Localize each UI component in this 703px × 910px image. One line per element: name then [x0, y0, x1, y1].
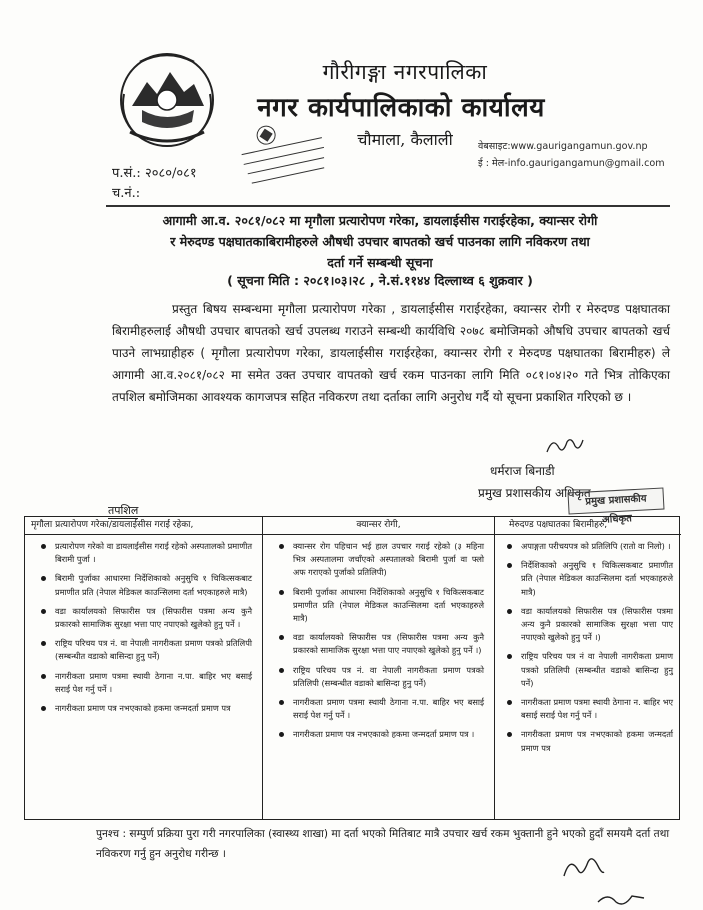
ref-number-value: २०८०/०८१	[144, 166, 197, 181]
list-item: वडा कार्यालयको सिफारीस पत्र (सिफारीस पत्रमा अन्य कुनै प्रकारको सामाजिक सुरक्षा भत्ता पाए नपाएको खुलेको हुनु पर्ने ।	[55, 605, 252, 631]
cancer-patients-column	[263, 517, 495, 819]
list-item: बिरामी पुर्जाका आधारमा निर्देशिकाको अनुसुचि १ चिकित्सकबाट प्रमाणीत प्रति (नेपाल मेडिकल काउन्सिलमा दर्ता भएकाहरुले मात्रै)	[55, 572, 252, 598]
title-line-1: आगामी आ.व. २०८१/०८२ मा मृगौला प्रत्यारोपण गरेका, डायलाईसीस गराईरहेका, क्यान्सर रोगी	[162, 213, 598, 228]
signer-designation: प्रमुख प्रशासकीय अधिकृत	[478, 486, 591, 500]
list-item: नागरीकता प्रमाण पत्रमा स्थायी ठेगाना न. बाहिर भए बसाई सराई पेश गर्नु पर्ने ।	[521, 696, 673, 722]
requirements-table	[24, 516, 680, 820]
signature-icon	[596, 890, 646, 908]
list-item: निर्देशिकाको अनुसुचि १ चिकित्सकबाट प्रमाणीत प्रति (नेपाल मेडिकल काउन्सिलमा दर्ता भएकाहरुले मात्रै)	[521, 559, 673, 599]
list-item: नागरीकता प्रमाण पत्रमा स्थायी ठेगाना न.पा. बाहिर भए बसाई सराई पेश गर्नु पर्ने ।	[293, 696, 484, 722]
details-caption: तपशिल	[108, 504, 139, 517]
requirements-list	[495, 535, 681, 755]
list-item: क्यान्सर रोग पहिचान भई हाल उपचार गराई रहेको (३ महिना भित्र अस्पतालमा जचाँएको अस्पतालको बिरामी पुर्जा वा फ्लो अफ गराएको पुर्जाको प्रतिलिपी)	[293, 540, 484, 580]
header-divider	[106, 205, 670, 207]
list-item: वडा कार्यालयको सिफारीस पत्र (सिफारीस पत्रमा अन्य कुनै प्रकारको सामाजिक सुरक्षा भत्ता पाए नपाएको खुलेको हुनु पर्ने ।)	[293, 631, 484, 657]
nepal-emblem-icon	[112, 44, 222, 156]
signature-icon	[560, 852, 606, 882]
list-item: नागरीकता प्रमाण पत्र नभएकाको हकमा जन्मदर्ता प्रमाण पत्र ।	[293, 728, 484, 741]
office-name: नगर कार्यपालिकाको कार्यालय	[257, 93, 545, 123]
dispatch-number-row	[112, 184, 252, 204]
list-item: नागरीकता प्रमाण पत्र नभएकाको हकमा जन्मदर्ता प्रमाण पत्र	[521, 728, 673, 754]
list-item: नागरीकता प्रमाण पत्र नभएकाको हकमा जन्मदर्ता प्रमाण पत्र	[55, 702, 252, 715]
list-item: राष्ट्रिय परिचय पत्र नं वा नेपाली नागरीकता प्रमाण पत्रको प्रतिलिपी (सम्बन्धीत वडाको बासिन्दा हुनु पर्ने)	[521, 650, 673, 690]
list-item: नागरीकता प्रमाण पत्रमा स्थायी ठेगाना न.पा. बाहिर भए बसाई सराई पेश गर्नु पर्ने ।	[55, 670, 252, 696]
title-line-2: र मेरुदण्ड पक्षघातकाबिरामीहरुले औषधी उपचार बापतको खर्च पाउनका लागि नविकरण तथा	[170, 234, 590, 249]
spinal-injury-column	[495, 517, 681, 819]
signer-name: धर्मराज बिनाडी	[490, 464, 555, 478]
email-text: ई : मेल-info.gaurigangamun@gmail.com	[478, 158, 665, 169]
org-name: गौरीगङ्गा नगरपालिका	[322, 60, 488, 84]
dispatch-number-label: च.नं.:	[112, 186, 141, 201]
ref-number-label: प.सं.:	[112, 166, 141, 181]
ref-number-row	[112, 164, 252, 184]
notice-date: ( सूचना मिति : २०८१।०३।२८ , ने.सं.११४४ दिल्लाथ्व ६ शुक्रवार )	[227, 273, 533, 288]
requirements-list	[25, 535, 262, 715]
list-item: वडा कार्यालयको सिफारीस पत्र (सिफारीस पत्रमा अन्य कुनै प्रकारको सामाजिक सुरक्षा भत्ता पाए नपाएको खुलेको हुनु पर्ने ।)	[521, 605, 673, 645]
kidney-patients-column	[25, 517, 263, 819]
notice-title	[100, 210, 660, 273]
reference-block	[112, 164, 252, 204]
column-header: क्यान्सर रोगी,	[263, 517, 494, 535]
title-line-3: दर्ता गर्ने सम्बन्धी सूचना	[327, 255, 433, 270]
list-item: प्रत्यारोपण गरेको वा डायलाईसीस गराई रहेको अस्पतालको प्रमाणीत बिरामी पुर्जा ।	[55, 540, 252, 566]
website-text: वेबसाइट:www.gaurigangamun.gov.np	[478, 141, 648, 152]
postscript-note: पुनश्च : सम्पुर्ण प्रक्रिया पुरा गरी नगरपालिका (स्वास्थ्य शाखा) मा दर्ता भएको मितिबाट मात्रै उपचार खर्च रकम भुक्तानी हुने भएको हुदाँ समयमै दर्ता तथा नविकरण गर्नु हुन अनुरोध गरीन्छ ।	[96, 828, 670, 860]
list-item: राष्ट्रिय परिचय पत्र नं. वा नेपाली नागरीकता प्रमाण पत्रको प्रतिलिपी (सम्बन्धीत वडाको बासिन्दा हुनु पर्ने)	[293, 664, 484, 690]
signature-icon	[545, 434, 585, 456]
column-header: मेरुदण्ड पक्षघातका बिरामीहरु,	[495, 517, 681, 535]
contact-info	[478, 138, 703, 172]
office-location: चौमाला, कैलाली	[357, 130, 453, 149]
list-item: बिरामी पुर्जाका आधारमा निर्देशिकाको अनुसुचि १ चिकित्सकबाट प्रमाणीत प्रति (नेपाल मेडिकल काउन्सिलमा दर्ता भएकाहरुले मात्रै)	[293, 586, 484, 626]
notice-body: प्रस्तुत बिषय सम्बन्धमा मृगौला प्रत्यारोपण गरेका , डायलाईसीस गराईरहेका, क्यान्सर रोगी र मेरुदण्ड पक्षघातका बिरामीहरुलाई औषधी उपचार बापतको खर्च उपलब्ध गराउने सम्बन्धी कार्यविधि २०७८ बमोजिमको औषधि उपचार बापतको खर्च पाउने लाभग्राहीहरु ( मृगौला प्रत्यारोपण गरेका, डायलाईसीस गराईरहेका, क्यान्सर रोगी र मेरुदण्ड पक्षघातका बिरामीहरु) ले आगामी आ.व.२०८१/०८२ मा समेत उक्त उपचार वापतको खर्च रकम पाउनका लागि मिति ०८१।०४।२० गते भित्र तोकिएका तपशिल बमोजिमका आवश्यक कागजपत्र सहित नविकरण तथा दर्ताका लागि अनुरोध गर्दै यो सूचना प्रकाशित गरिएको छ ।	[112, 302, 670, 404]
column-header: मृगौला प्रत्यारोपण गरेका/डायलाईसीस गराई रहेका,	[25, 517, 262, 535]
list-item: राष्ट्रिय परिचय पत्र नं. वा नेपाली नागरीकता प्रमाण पत्रको प्रतिलिपी (सम्बन्धीत वडाको बासिन्दा हुनु पर्ने)	[55, 637, 252, 663]
list-item: अपाङ्गता परीचयपत्र को प्रतिलिपि (रातो वा निलो) ।	[521, 540, 673, 553]
designation-stamp: प्रमुख प्रशासकीय अधिकृत	[567, 488, 664, 515]
requirements-list	[263, 535, 494, 742]
